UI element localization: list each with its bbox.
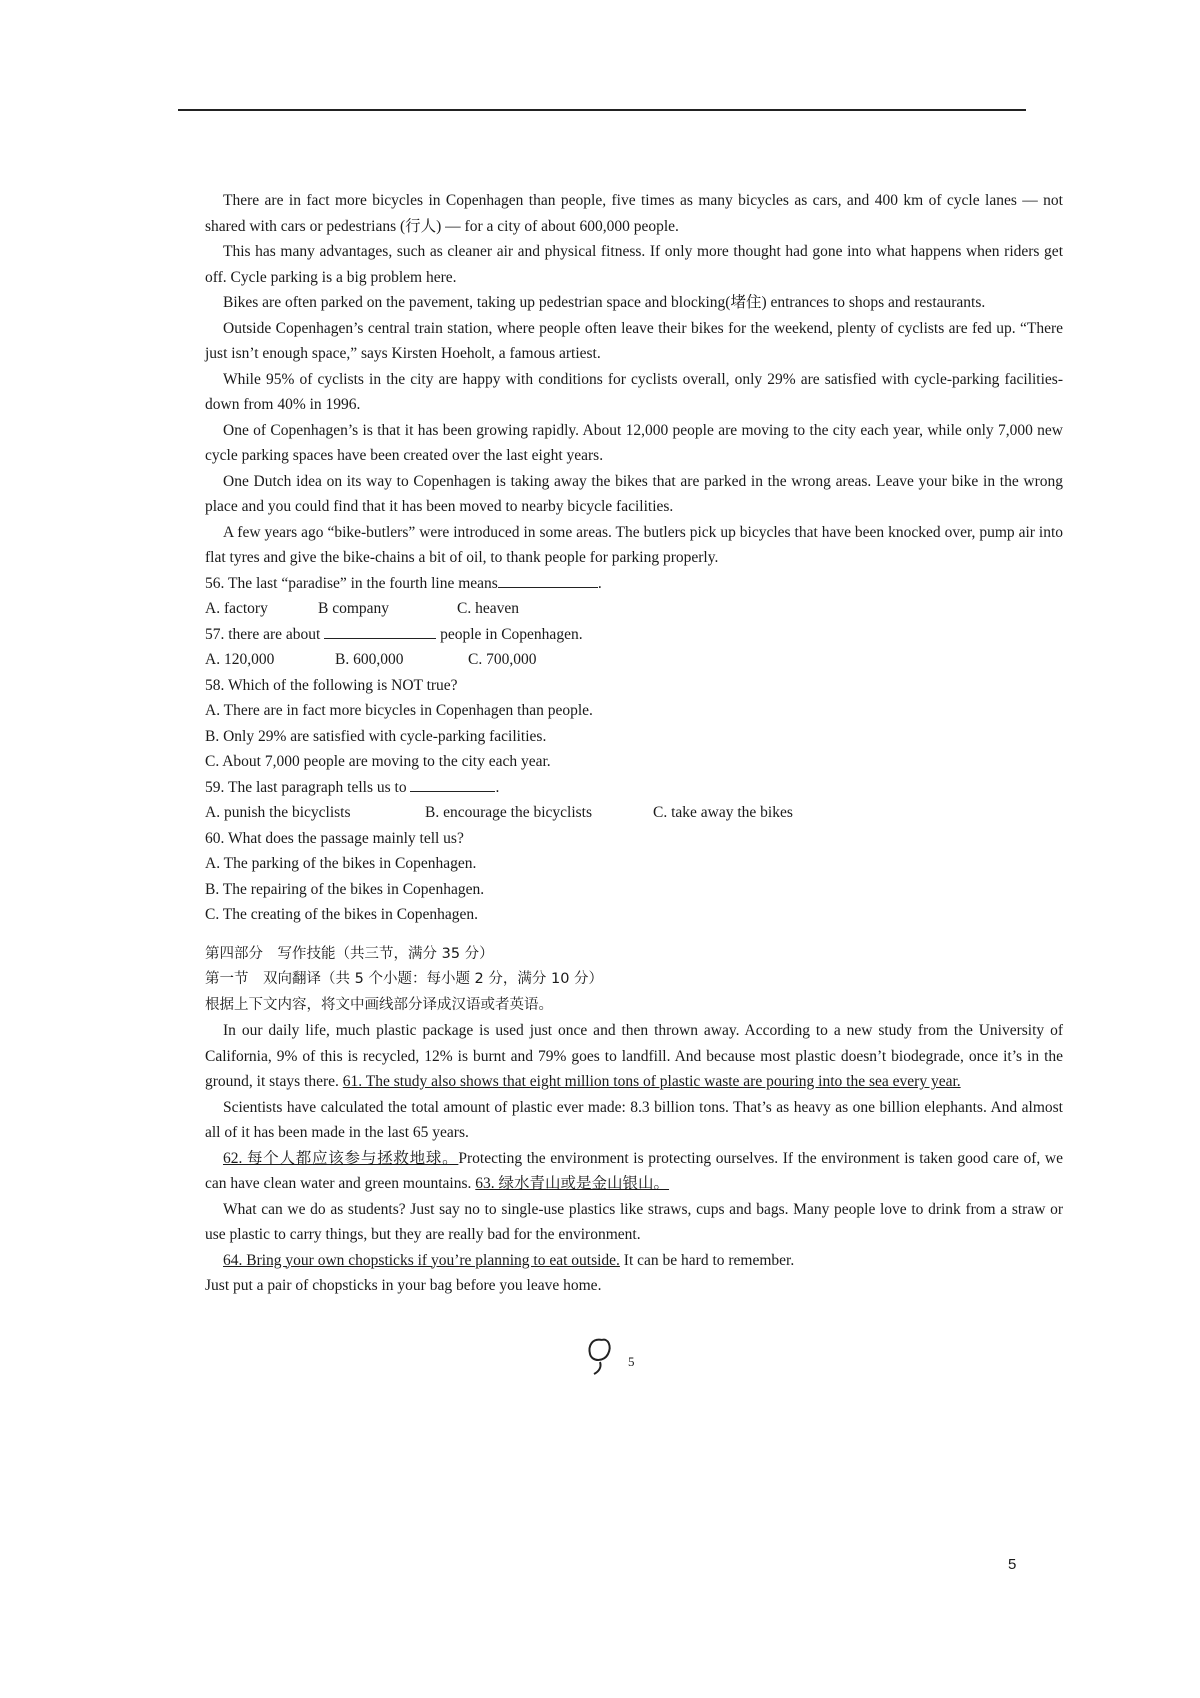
option: C. heaven [457, 600, 519, 617]
translation-paragraph: Scientists have calculated the total amount of plastic ever made: 8.3 billion tons. That’s as heavy as one billion elephants. And almost all of it has been made in the last 65 years. [205, 1098, 1063, 1141]
option: B company [318, 600, 390, 617]
option: C. 700,000 [468, 651, 537, 668]
option: A. punish the bicyclists [205, 804, 351, 821]
part4-heading: 第四部分 写作技能（共三节，满分 35 分） [205, 945, 494, 962]
exam-content [205, 188, 1063, 1299]
translation-item-63: 63. 绿水青山或是金山银山。 [475, 1175, 670, 1192]
translation-paragraph: What can we do as students? Just say no to single-use plastics like straws, cups and bags. Many people love to drink from a straw or use plastic to carry things, but they are really bad for the environment. [205, 1200, 1063, 1243]
passage-paragraph: Bikes are often parked on the pavement, taking up pedestrian space and blocking(堵住) entrances to shops and restaurants. [223, 294, 986, 311]
option: A. factory [205, 600, 268, 617]
translation-paragraph: Just put a pair of chopsticks in your bag before you leave home. [205, 1277, 602, 1294]
option: B. 600,000 [335, 651, 404, 668]
passage-paragraph: Outside Copenhagen’s central train station, where people often leave their bikes for the weekend, plenty of cyclists are fed up. “There just isn’t enough space,” says Kirsten Hoeholt, a famous artiest. [205, 319, 1063, 362]
answer-blank [410, 777, 495, 792]
answer-blank [498, 573, 598, 588]
page-number: 5 [1008, 1556, 1017, 1573]
translation-item-62: 62. 每个人都应该参与拯救地球。 [223, 1149, 459, 1167]
translation-paragraph: 62. 每个人都应该参与拯救地球。Protecting the environment is protecting ourselves. If the environment is taken good care of, we can have clean water and green mountains. 63. 绿水青山或是金山银山。 [205, 1149, 1063, 1192]
handwritten-mark-icon [582, 1332, 622, 1378]
option: C. About 7,000 people are moving to the city each year. [205, 753, 551, 770]
question-58: 58. Which of the following is NOT true? [205, 676, 458, 694]
translation-instruction: 根据上下文内容，将文中画线部分译成汉语或者英语。 [205, 996, 553, 1013]
question-56: 56. The last “paradise” in the fourth line means . [205, 574, 602, 592]
passage-paragraph: A few years ago “bike-butlers” were introduced in some areas. The butlers pick up bicycles that have been knocked over, pump air into flat tyres and give the bike-chains a bit of oil, to thank people for parking properly. [205, 523, 1063, 566]
question-57: 57. there are about people in Copenhagen. [205, 625, 583, 643]
option: A. There are in fact more bicycles in Copenhagen than people. [205, 702, 593, 719]
passage-paragraph: This has many advantages, such as cleaner air and physical fitness. If only more thought had gone into what happens when riders get off. Cycle parking is a big problem here. [205, 243, 1063, 286]
options-59 [205, 800, 1063, 826]
passage-paragraph: One of Copenhagen’s is that it has been growing rapidly. About 12,000 people are moving to the city each year, while only 7,000 new cycle parking spaces have been created over the last eight years. [205, 421, 1063, 464]
top-rule [178, 109, 1026, 111]
options-57 [205, 647, 1063, 673]
option: A. The parking of the bikes in Copenhagen. [205, 855, 477, 872]
translation-paragraph: 64. Bring your own chopsticks if you’re planning to eat outside. It can be hard to remember. [223, 1251, 795, 1269]
translation-item-61: 61. The study also shows that eight million tons of plastic waste are pouring into the sea every year. [342, 1073, 961, 1090]
scan-page-number: 5 [628, 1354, 635, 1369]
option: A. 120,000 [205, 651, 275, 668]
translation-paragraph: In our daily life, much plastic package is used just once and then thrown away. According to a new study from the University of California, 9% of this is recycled, 12% is burnt and 79% goes to landfill. And because most plastic doesn’t biodegrade, once it’s in the ground, it stays there. 61. The study also shows that eight million tons of plastic waste are pouring into the sea every year. [205, 1022, 1063, 1090]
translation-item-64: 64. Bring your own chopsticks if you’re planning to eat outside. [223, 1251, 620, 1269]
option: B. The repairing of the bikes in Copenhagen. [205, 880, 485, 898]
passage-paragraph: One Dutch idea on its way to Copenhagen is taking away the bikes that are parked in the wrong areas. Leave your bike in the wrong place and you could find that it has been moved to nearby bicycle facilities. [205, 472, 1063, 515]
passage-paragraph: While 95% of cyclists in the city are happy with conditions for cyclists overall, only 29% are satisfied with cycle-parking facilities-down from 40% in 1996. [205, 370, 1063, 413]
options-56 [205, 596, 1063, 622]
option: C. take away the bikes [653, 804, 793, 821]
question-60: 60. What does the passage mainly tell us? [205, 829, 464, 847]
option: B. encourage the bicyclists [425, 804, 593, 821]
option: B. Only 29% are satisfied with cycle-parking facilities. [205, 727, 547, 745]
passage-paragraph: There are in fact more bicycles in Copenhagen than people, five times as many bicycles as cars, and 400 km of cycle lanes — not shared with cars or pedestrians (行人) — for a city of about 600,000 people. [205, 192, 1063, 235]
section1-heading: 第一节 双向翻译（共 5 个小题：每小题 2 分，满分 10 分） [205, 971, 604, 987]
question-59: 59. The last paragraph tells us to . [205, 778, 500, 796]
option: C. The creating of the bikes in Copenhagen. [205, 906, 479, 923]
answer-blank [324, 624, 436, 639]
section-gap [205, 928, 1063, 942]
